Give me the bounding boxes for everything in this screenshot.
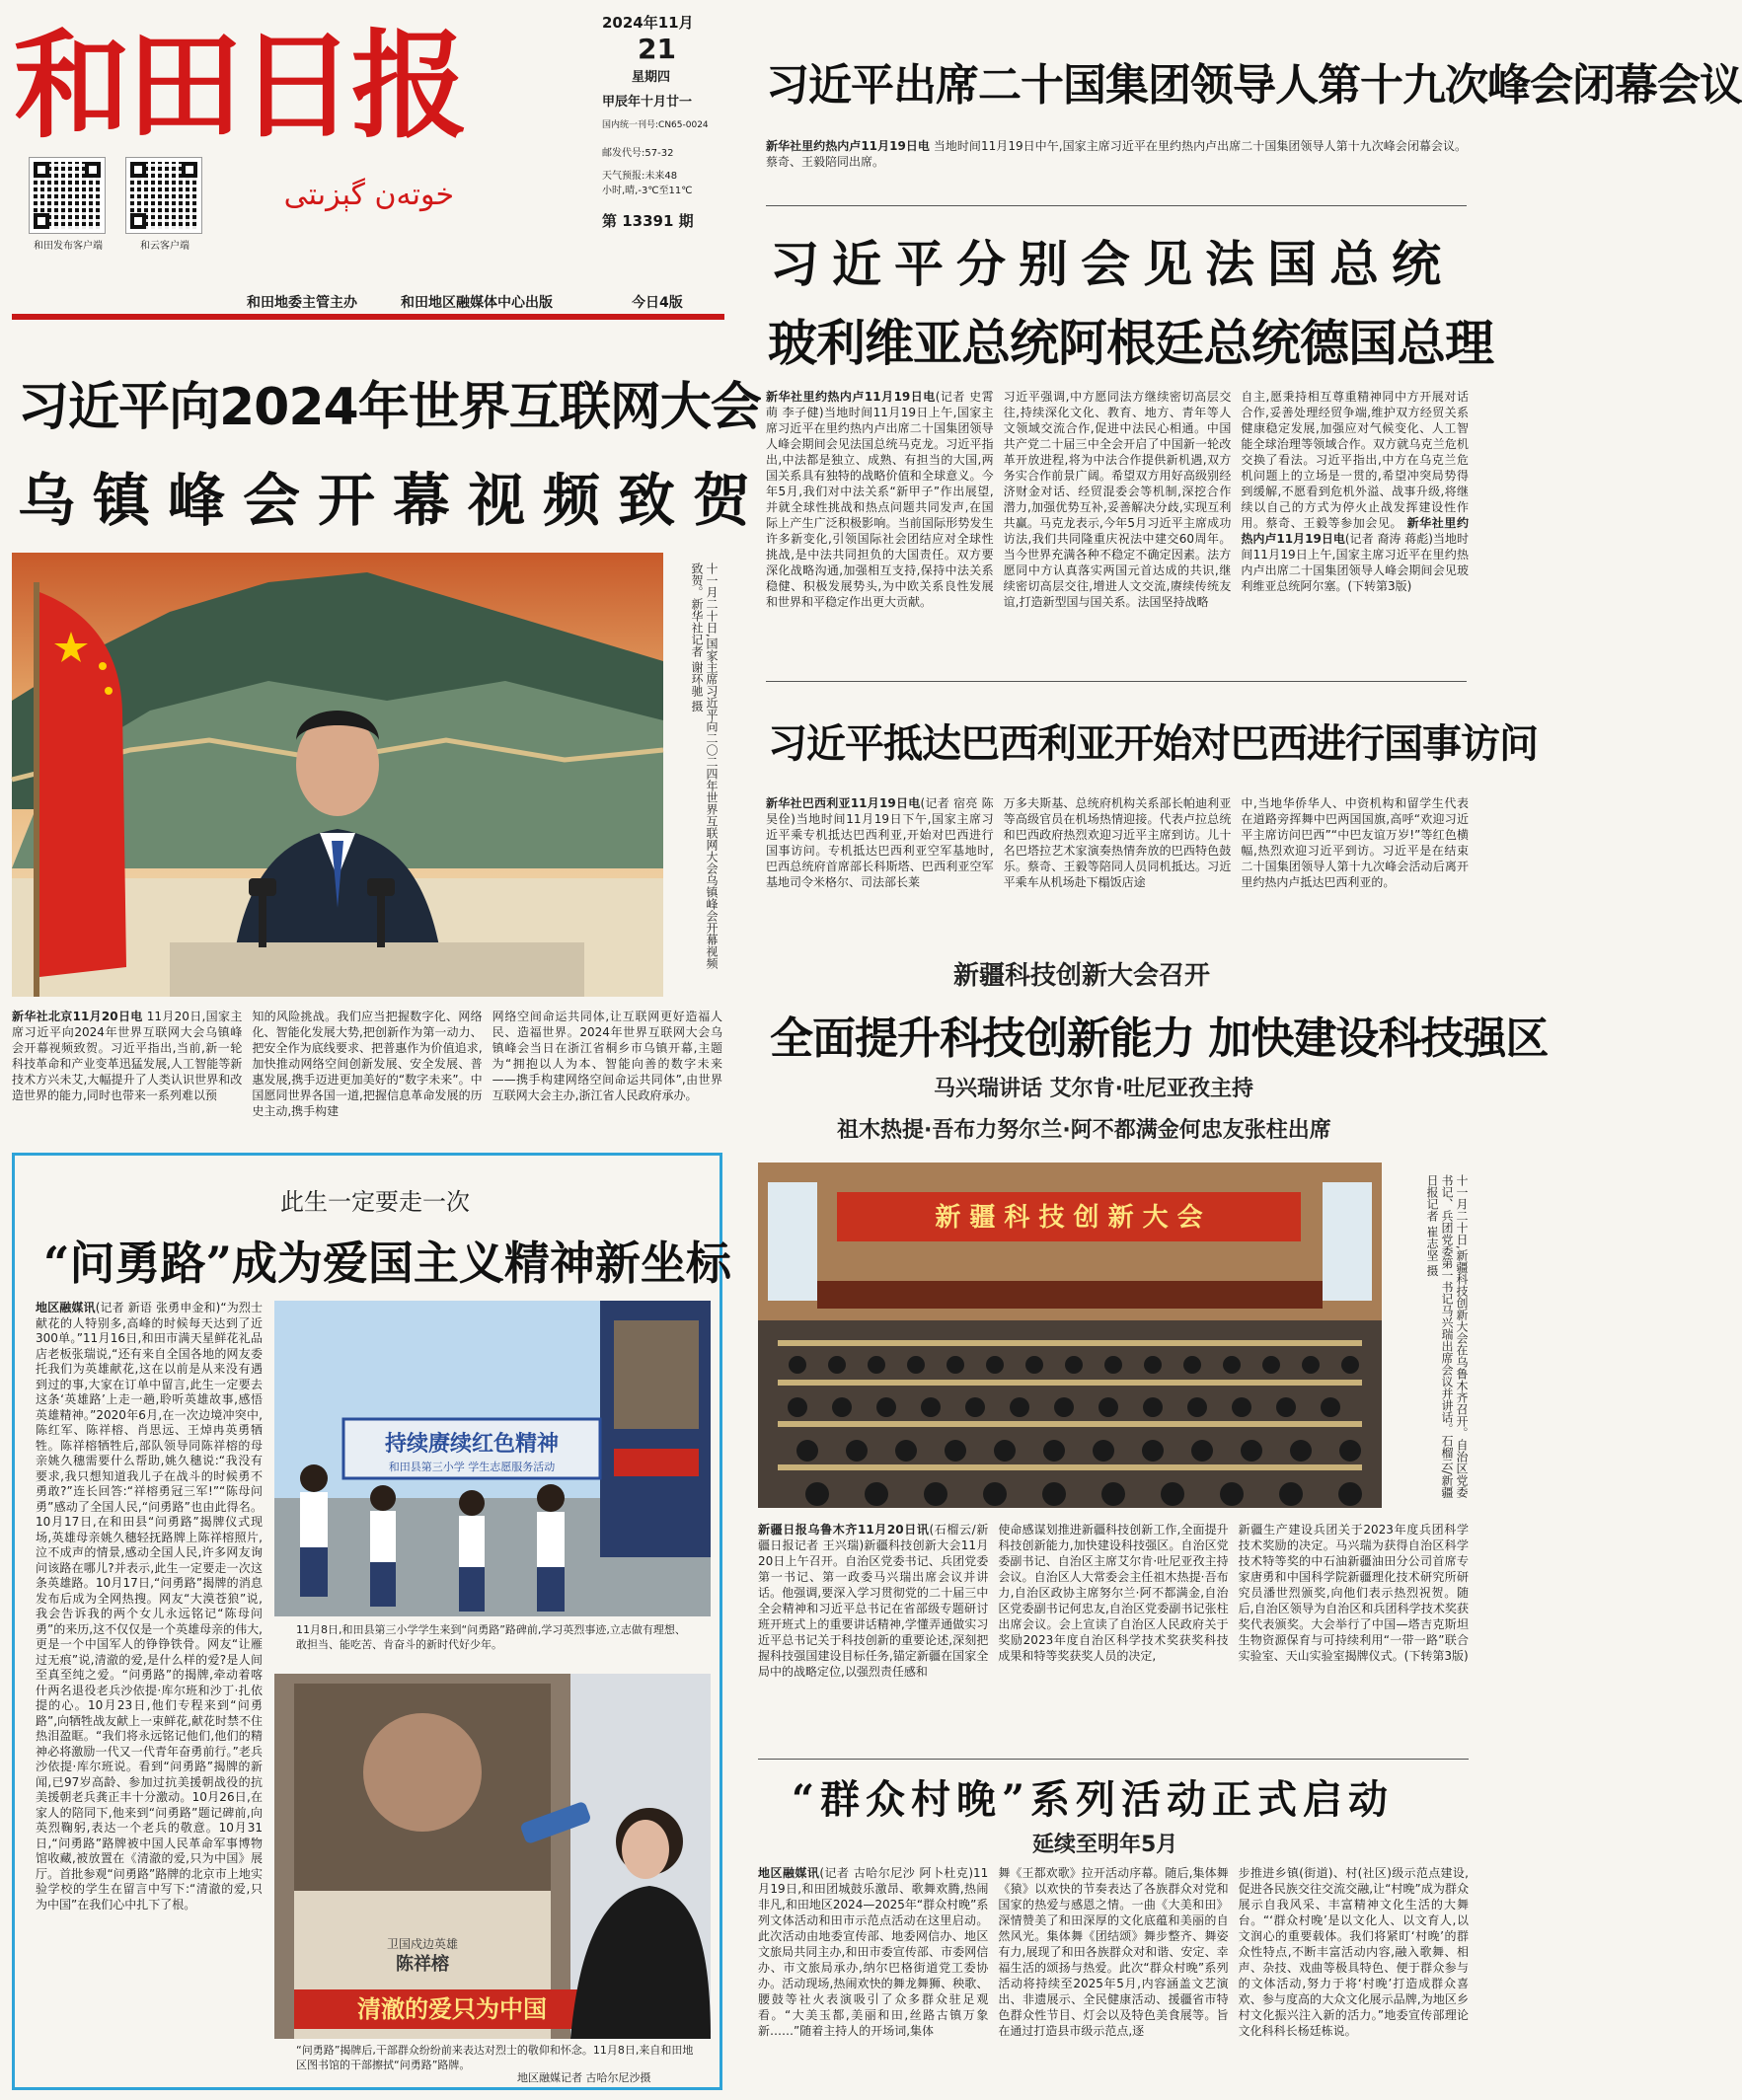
story1-dateline: 新华社里约热内卢11月19日电 <box>766 139 930 153</box>
page-count: 今日4版 <box>632 295 683 311</box>
story3-col3: 网络空间命运共同体,让互联网更好造福人民、造福世界。2024年世界互联网大会乌镇峰会当日在浙江省桐乡市乌镇开幕,主题为“拥抱以人为本、智能向善的数字未来——携手构建网络空间命运共同体”,由世界互联网大会主办,浙江省人民政府承办。 <box>492 1010 722 1102</box>
story7-body <box>758 1865 1469 2090</box>
masthead-rule <box>12 314 724 320</box>
date-day: 21 <box>638 33 676 65</box>
photo2-banner: 清澈的爱只为中国 <box>357 1995 547 2023</box>
qr-caption-2: 和云客户端 <box>140 241 189 252</box>
divider <box>766 205 1467 206</box>
story5-dateline: 新疆日报乌鲁木齐11月20日讯 <box>758 1523 930 1537</box>
story7-col3: 步推进乡镇(街道)、村(社区)级示范点建设,促进各民族交往交流交融,让“村晚”成为群众展示自我风采、丰富精神文化生活的大舞台。“‘群众村晚’是以文化人、以文育人,以文润心的重要载体。我们将紧盯‘村晚’的群众性特点,不断丰富活动内容,融入歌舞、相声、杂技、戏曲等极具特色、便于群众参与的文体活动,努力于将‘村晚’打造成群众喜欢、参与度高的大众文化展示品牌,为地区乡村文化振兴注入新的活力。”地委宣传部理论文化科科长杨廷栋说。 <box>1238 1866 1469 2038</box>
story4-col3: 中,当地华侨华人、中资机构和留学生代表在道路旁挥舞中巴两国国旗,高呼“欢迎习近平主席访问巴西”“中巴友谊万岁!”等红色横幅,热烈欢迎习近平到访。习近平是在结束二十国集团领导人第十九次峰会活动后离开里约热内卢抵达巴西利亚的。 <box>1241 796 1470 889</box>
story3-photo[interactable] <box>12 553 663 997</box>
story3-headline-line2[interactable]: 乌镇峰会开幕视频致贺 <box>18 467 769 534</box>
story7-subtitle: 延续至明年5月 <box>1032 1833 1178 1857</box>
story6-photo-2[interactable] <box>274 1674 711 2039</box>
story7-col2: 舞《王都欢歌》拉开活动序幕。随后,集体舞《猿》以欢快的节奏表达了各族群众对党和国家的热爱与感恩之情。一曲《大美和田》深情赞美了和田深厚的文化底蕴和美丽的自然风光。集体舞《团结颂》舞步整齐、舞姿有力,展现了和田各族群众对和谐、安定、幸福生活的颂扬与热爱。此次“群众村晚”系列活动将持续至2025年5月,内容涵盖文艺演出、非遗展示、全民健康活动、援疆省市特色群众性节目、灯会以及特色美食展等。旨在通过打造县市级示范点,逐 <box>998 1866 1229 2038</box>
story1-text2: 蔡奇、王毅陪同出席。 <box>766 155 885 169</box>
story3-headline-line1[interactable]: 习近平向2024年世界互联网大会 <box>18 378 761 437</box>
qr-caption-1: 和田发布客户端 <box>34 241 103 252</box>
story3-body <box>12 1009 722 1127</box>
story7-headline[interactable]: “群众村晚”系列活动正式启动 <box>792 1776 1395 1823</box>
issue-number: 第 13391 期 <box>602 212 694 230</box>
story6-photo-1[interactable] <box>274 1301 711 1616</box>
weather-label: 天气预报:未来48 <box>602 171 678 182</box>
story1-headline[interactable]: 习近平出席二十国集团领导人第十九次峰会闭幕会议 <box>766 60 1742 111</box>
story5-photo-caption: 十一月二十日,新疆科技创新大会在乌鲁木齐召开。自治区党委书记、兵团党委第一书记马兴瑞出席会议并讲话。石榴云/新疆日报记者 崔志坚 摄 <box>1425 1174 1469 1499</box>
story2-body <box>766 389 1469 669</box>
story6-photo-1-caption: 11月8日,和田县第三小学学生来到“问勇路”路碑前,学习英烈事迹,立志做有理想、敢担当、能吃苦、肯奋斗的新时代好少年。 <box>296 1623 686 1651</box>
story6-photo-2-caption: “问勇路”揭牌后,干部群众纷纷前来表达对烈士的敬仰和怀念。11月8日,来自和田地区图书馆的干部擦拭“问勇路”路牌。 <box>296 2044 694 2071</box>
story6-body <box>36 1301 263 2078</box>
story5-kicker: 新疆科技创新大会召开 <box>953 961 1211 991</box>
story6-text: (记者 新语 张勇申金和)“为烈士献花的人特别多,高峰的时候每天达到了近300单。”11月16日,和田市满天星鲜花礼品店老板张瑞说,“还有来自全国各地的网友委托我们为英雄献花,这在以前是从来没有遇到过的事,大家在订单中留言,此生一定要去这条‘英雄路’上走一趟,聆听英雄故事,感悟英雄精神。”2020年6月,在一次边境冲突中,陈红军、陈祥榕、肖思远、王焯冉英勇牺牲。陈祥榕牺牲后,部队领导同陈祥榕的母亲姚久穗需要什么帮助,姚久穗说:“我没有要求,我只想知道我儿子在战斗的时候勇不勇敢?”连长回答:“祥榕勇冠三军!”“陈母问勇”感动了全国人民,“问勇路”也由此得名。10月17日,在和田县“问勇路”揭牌仪式现场,英雄母亲姚久穗轻抚路牌上陈祥榕照片,泣不成声的情景,感动全国人民,许多网友询问该路在哪儿?并表示,此生一定要走一次这条英雄路。10月17日,“问勇路”揭牌的消息发布后成为全网热搜。网友“大漠苍狼”说,我会告诉我的两个女儿永远铭记“陈母问勇”的来历,这不仅仅是一个英雄母亲的伟大,更是一个中国军人的铮铮铁骨。网友“让雁过无痕”说,清澈的爱,是什么样的爱?是人间至真至纯之爱。“问勇路”的揭牌,牵动着喀什两名退役老兵沙依提·库尔班和沙丁·扎依提的心。10月23日,他们专程来到“问勇路”,向牺牲战友献上一束鲜花,献花时禁不住热泪盈眶。“我们将永远铭记他们,他们的精神必将激励一代又一代青年奋勇前行。”老兵沙依提·库尔班说。看到“问勇路”揭牌的新闻,已97岁高龄、参加过抗美援朝战役的抗美援朝老兵龚正丰十分激动。10月26日,在家人的陪同下,他来到“问勇路”题记碑前,向英烈鞠躬,表达一个老兵的敬意。10月31日,“问勇路”路牌被中国人民革命军事博物馆收藏,被放置在《清澈的爱,只为中国》展厅。首批参观“问勇路”路牌的北京市上地实验学校的学生在留言中写下:“清澈的爱,只为中国”在我们心中扎下了根。 <box>36 1301 263 1912</box>
story2-col2: 习近平强调,中方愿同法方继续密切高层交往,持续深化文化、教育、地方、青年等人文领域交流合作,促进中法民心相通。中国共产党二十届三中全会开启了中国新一轮改革开放进程,将为中法合作提供新机遇,双方务实合作前景广阔。希望双方用好高级别经济财金对话、经贸混委会等机制,深挖合作潜力,加强优势互补,妥善解决分歧,实现互利共赢。马克龙表示,今年5月习近平主席成功访法,我们共同隆重庆祝法中建交60周年。当今世界充满各种不稳定不确定因素。法方愿同中方认真落实两国元首达成的共识,继续密切高层交往,增进人文交流,赓续传统友谊,打造新型国与国关系。法国坚持战略 <box>1003 390 1232 609</box>
date-year-month: 2024年11月 <box>602 14 694 32</box>
story5-col2: 使命感谋划推进新疆科技创新工作,全面提升科技创新能力,加快建设科技强区。自治区党委副书记、自治区主席艾尔肯·吐尼亚孜主持会议。自治区人大常委会主任祖木热提·吾布力,自治区政协主席努尔兰·阿不都满金,自治区党委副书记何忠友,自治区党委副书记张柱出席会议。会上宣读了自治区人民政府关于奖励2023年度自治区科学技术奖获奖科技成果和特等奖获奖人员的决定, <box>998 1523 1229 1663</box>
masthead-title: 和田日报 <box>14 17 465 154</box>
photo2-plaque-subtitle: 卫国戍边英雄 <box>386 1937 459 1951</box>
xi-video-photo <box>12 553 663 997</box>
qr-code-1[interactable] <box>30 158 105 233</box>
story2-col3b: (记者 裔涛 蒋彪)当地时间11月19日上午,国家主席习近平在里约热内卢出席二十国集团领导人峰会期间会见玻利维亚总统阿尔塞。(下转第3版) <box>1241 532 1470 593</box>
story5-body <box>758 1522 1469 1749</box>
conference-banner: 新 疆 科 技 创 新 大 会 <box>935 1203 1203 1233</box>
story4-col1: (记者 宿亮 陈昊佺)当地时间11月19日下午,国家主席习近平乘专机抵达巴西利亚,开始对巴西进行国事访问。专机抵达巴西利亚空军基地时,巴西总统府首席部长科斯塔、巴西利亚空军基地司令米格尔、司法部长莱 <box>766 796 994 889</box>
photo1-sign-text: 持续赓续红色精神 <box>384 1432 560 1457</box>
story2-headline-line1[interactable]: 习近平分别会见法国总统 <box>770 236 1454 293</box>
story5-col3: 新疆生产建设兵团关于2023年度兵团科学技术奖励的决定。马兴瑞为获得自治区科学技术特等奖的中石油新疆油田分公司首席专家唐勇和中国科学院新疆理化技术研究所研究员潘世烈颁奖,向他们表示热烈祝贺。随后,自治区领导为自治区和兵团科学技术奖获奖代表颁奖。大会举行了中国—塔吉克斯坦生物资源保育与可持续利用“一带一路”联合实验室、天山实验室揭牌仪式。(下转第3版) <box>1238 1523 1469 1663</box>
story6-photo-credit: 地区融媒记者 古哈尔尼沙摄 <box>517 2071 651 2084</box>
story2-col3: 自主,愿秉持相互尊重精神同中方开展对话合作,妥善处理经贸争端,维护双方经贸关系健康稳定发展,加强应对气候变化、人工智能全球治理等领域合作。双方就乌克兰危机交换了看法。习近平指出,中方在乌克兰危机问题上的立场是一贯的,希望冲突局势得到缓解,不愿看到危机外溢、战事升级,将继续以自己的方式为停火止战发挥建设性作用。蔡奇、王毅等参加会见。 <box>1241 390 1470 530</box>
photo2-plaque-name: 陈祥榕 <box>396 1954 449 1975</box>
conference-photo <box>758 1162 1382 1508</box>
cleaning-road-sign-photo <box>274 1674 711 2039</box>
publisher: 和田地区融媒体中心出版 <box>401 295 553 311</box>
date-block <box>602 12 720 231</box>
story5-subtitle-2: 祖木热提·吾布力努尔兰·阿不都满金何忠友张柱出席 <box>837 1118 1331 1143</box>
story3-dateline: 新华社北京11月20日电 <box>12 1010 143 1023</box>
story1-text: 当地时间11月19日中午,国家主席习近平在里约热内卢出席二十国集团领导人第十九次峰会闭幕会议。 <box>933 139 1467 153</box>
issn: 国内统一刊号:CN65-0024 <box>602 120 709 130</box>
story3-col1: 11月20日,国家主席习近平向2024年世界互联网大会乌镇峰会开幕视频致贺。习近平指出,当前,新一轮科技革命和产业变革迅猛发展,人工智能等新技术方兴未艾,大幅提升了人类认识世界和改造世界的能力,同时也带来一系列难以预 <box>12 1010 243 1102</box>
story6-headline[interactable]: “问勇路”成为爱国主义精神新坐标 <box>43 1237 731 1290</box>
masthead-uyghur: خوتەن گېزىتى <box>283 178 454 212</box>
story2-col3-dateline: 新华社里约热内卢11月19日电 <box>1241 516 1469 546</box>
weather-text: 小时,晴,-3℃至11℃ <box>602 186 693 196</box>
story6-dateline: 地区融媒讯 <box>36 1301 96 1314</box>
story5-photo[interactable] <box>758 1162 1382 1508</box>
story3-photo-caption: 十一月二十日,国家主席习近平向二〇二四年世界互联网大会乌镇峰会开幕视频致贺。新华社记者 谢环驰 摄 <box>690 562 719 969</box>
story7-dateline: 地区融媒讯 <box>758 1866 820 1880</box>
story5-col1: (石榴云/新疆日报记者 王兴瑞)新疆科技创新大会11月20日上午召开。自治区党委书记、兵团党委第一书记、第一政委马兴瑞出席会议并讲话。他强调,要深入学习贯彻党的二十届三中全会精神和习近平总书记在省部级专题研讨班开班式上的重要讲话精神,学懂弄通做实习近平总书记关于科技创新的重要论述,深刻把握科技强国建设目标任务,锚定新疆在国家全局中的战略定位,以强烈责任感和 <box>758 1523 989 1679</box>
story2-dateline: 新华社里约热内卢11月19日电 <box>766 390 936 404</box>
weekday: 星期四 <box>632 70 671 85</box>
story2-headline-line2[interactable]: 玻利维亚总统阿根廷总统德国总理 <box>768 315 1493 372</box>
qr-code-2[interactable] <box>126 158 201 233</box>
story2-col1: (记者 史霄萌 李子健)当地时间11月19日上午,国家主席习近平在里约热内卢出席二十国集团领导人峰会期间会见法国总统马克龙。习近平指出,中法都是独立、成熟、有担当的大国,两国关系具有独特的战略价值和全球意义。今年5月,我们对中法关系“新甲子”作出展望,并就全球性挑战和热点问题共同发声,在国际上产生广泛积极影响。当前国际形势发生许多新变化,引领国际社会团结应对全球性挑战,是中法共同担负的大国责任。双方要深化战略沟通,加强相互支持,保持中法关系稳健、积极发展势头,为中欧关系良性发展和世界和平稳定作出更大贡献。 <box>766 390 994 609</box>
story3-col2: 知的风险挑战。我们应当把握数字化、网络化、智能化发展大势,把创新作为第一动力、把安全作为底线要求、把普惠作为价值追求,加快推动网络空间创新发展、安全发展、普惠发展,携手迈进更加美好的“数字未来”。中国愿同世界各国一道,把握信息革命发展的历史主动,携手构建 <box>252 1010 483 1118</box>
story5-subtitle-1: 马兴瑞讲话 艾尔肯·吐尼亚孜主持 <box>934 1077 1254 1101</box>
story1-body <box>766 138 1467 189</box>
story6-kicker: 此生一定要走一次 <box>280 1188 470 1216</box>
story4-col2: 万多夫斯基、总统府机构关系部长帕迪利亚等高级官员在机场热情迎接。代表卢拉总统和巴西政府热烈欢迎习近平主席到访。儿十名巴塔拉艺术家演奏热情奔放的巴西特色鼓乐。蔡奇、王毅等陪同人员同机抵达。习近平乘车从机场赴下榻饭店途 <box>1003 796 1232 889</box>
story4-headline[interactable]: 习近平抵达巴西利亚开始对巴西进行国事访问 <box>768 721 1538 767</box>
story4-body <box>766 795 1469 928</box>
divider <box>758 1759 1469 1760</box>
postal-code: 邮发代号:57-32 <box>602 148 674 159</box>
sponsor: 和田地委主管主办 <box>247 295 357 311</box>
story5-headline[interactable]: 全面提升科技创新能力 加快建设科技强区 <box>770 1013 1549 1064</box>
lunar-date: 甲辰年十月廿一 <box>602 95 693 110</box>
photo1-sign-subtext: 和田县第三小学 学生志愿服务活动 <box>388 1461 556 1473</box>
divider <box>766 681 1467 682</box>
story4-dateline: 新华社巴西利亚11月19日电 <box>766 796 921 810</box>
story7-col1: (记者 古哈尔尼沙 阿卜杜克)11月19日,和田团城鼓乐激昂、歌舞欢腾,热闹非凡,和田地区2024—2025年“群众村晚”系列文体活动和田市示范点活动在这里启动。此次活动由地委宣传部、地委网信办、地区文旅局共同主办,和田市委宣传部、市委网信办、市文旅局承办,纳尔巴格街道党工委协办。活动现场,热闹欢快的舞龙舞狮、秧歌、腰鼓等社火表演吸引了众多群众驻足观看。“大美玉都,美丽和田,丝路古镇万象新……”随着主持人的开场词,集体 <box>758 1866 989 2038</box>
students-at-road-sign-photo <box>274 1301 711 1616</box>
